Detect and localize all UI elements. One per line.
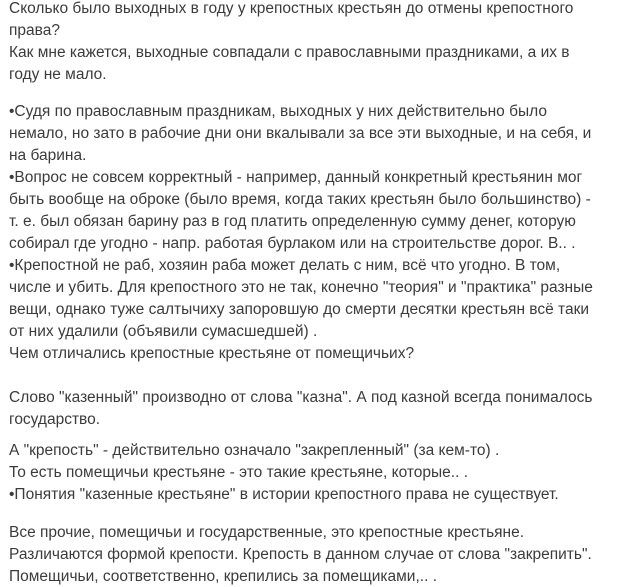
text-line: Сколько было выходных в году у крепостных крестьян до отмены крепостного <box>9 0 574 17</box>
text-line: быть вообще на оброке (было время, когда таких крестьян было большинство) - <box>9 191 591 208</box>
text-line: Помещичьи, соответственно, крепились за помещиками,.. . <box>9 568 437 585</box>
text-line: от них удалили (объявили сумасшедшей) . <box>9 323 318 340</box>
text-line: Различаются формой крепости. Крепость в данном случае от слова "закрепить". <box>9 546 592 563</box>
text-line: Слово "казенный" производно от слова "казна". А под казной всегда понималось <box>9 389 593 406</box>
text-line: на барина. <box>9 147 87 164</box>
text-line: •Крепостной не раб, хозяин раба может делать с ним, всё что угодно. В том, <box>9 257 561 274</box>
text-line: права? <box>9 22 60 39</box>
text-line: числе и убить. Для крепостного это не так, конечно "теория" и "практика" разные <box>9 279 593 296</box>
text-line: Все прочие, помещичьи и государственные, это крепостные крестьяне. <box>9 524 525 541</box>
text-line: государство. <box>9 411 101 428</box>
text-line: •Вопрос не совсем корректный - например, данный конкретный крестьянин мог <box>9 169 583 186</box>
text-line: немало, но зато в рабочие дни они вкалывали за все эти выходные, и на себя, и <box>9 125 592 142</box>
text-line: •Понятия "казенные крестьяне" в истории крепостного права не существует. <box>9 486 559 503</box>
text-line: собирал где угодно - напр. работая бурлаком или на строительстве дорог. В.. . <box>9 235 576 252</box>
text-line: А "крепость" - действительно означало "закрепленный" (за кем-то) . <box>9 442 500 459</box>
text-line: То есть помещичьи крестьяне - это такие крестьяне, которые.. . <box>9 464 468 481</box>
text-line: году не мало. <box>9 66 107 83</box>
text-line: т. е. был обязан барину раз в год платить определенную сумму денег, которую <box>9 213 576 230</box>
text-line: Как мне кажется, выходные совпадали с православными праздниками, а их в <box>9 44 570 61</box>
text-line: вещи, однако туже салтычиху запоровшую до смерти десятки крестьян всё таки <box>9 301 590 318</box>
text-line: •Судя по православным праздникам, выходных у них действительно было <box>9 103 547 120</box>
text-line: Чем отличались крепостные крестьяне от помещичьих? <box>9 345 415 362</box>
